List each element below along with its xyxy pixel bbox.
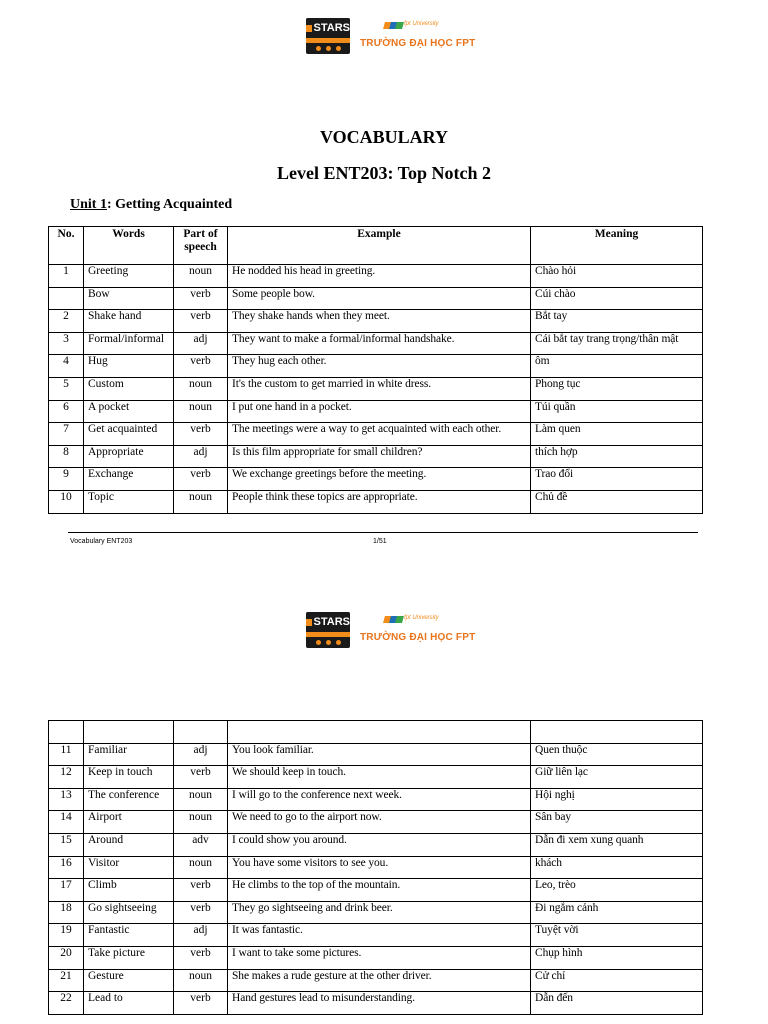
cell-part-of-speech: verb — [174, 879, 228, 902]
cell-word: Get acquainted — [84, 423, 174, 446]
table-row — [49, 355, 703, 378]
cell-meaning: Trao đổi — [531, 468, 703, 491]
cell-part-of-speech: adj — [174, 924, 228, 947]
cell-part-of-speech: verb — [174, 423, 228, 446]
cell-example: You have some visitors to see you. — [228, 856, 531, 879]
cell-example: He climbs to the top of the mountain. — [228, 879, 531, 902]
cell-word: Keep in touch — [84, 766, 174, 789]
vocabulary-table-page1 — [48, 226, 703, 514]
cell-meaning: Bắt tay — [531, 310, 703, 333]
cell-part-of-speech: verb — [174, 992, 228, 1015]
cell-meaning: ôm — [531, 355, 703, 378]
vocabulary-table-page2 — [48, 720, 703, 1015]
cell-word: Go sightseeing — [84, 901, 174, 924]
cell-example: Hand gestures lead to misunderstanding. — [228, 992, 531, 1015]
cell-example: They hug each other. — [228, 355, 531, 378]
school-name: TRƯỜNG ĐẠI HỌC FPT — [360, 632, 476, 643]
cell-word: Custom — [84, 377, 174, 400]
cell-part-of-speech: verb — [174, 766, 228, 789]
cell-part-of-speech — [174, 721, 228, 744]
cell-word: Bow — [84, 287, 174, 310]
table-row — [49, 901, 703, 924]
cell-no: 17 — [49, 879, 84, 902]
table-row — [49, 490, 703, 513]
table-row — [49, 468, 703, 491]
header-part-of-speech: Part of speech — [174, 227, 228, 265]
cell-word: Climb — [84, 879, 174, 902]
cell-example: Is this film appropriate for small children? — [228, 445, 531, 468]
cell-part-of-speech: noun — [174, 265, 228, 288]
cell-part-of-speech: noun — [174, 969, 228, 992]
table-row — [49, 833, 703, 856]
cell-example: I want to take some pictures. — [228, 946, 531, 969]
table-row — [49, 856, 703, 879]
cell-part-of-speech: noun — [174, 400, 228, 423]
table-row — [49, 924, 703, 947]
cell-no: 20 — [49, 946, 84, 969]
cell-word: Familiar — [84, 743, 174, 766]
unit-name: : Getting Acquainted — [106, 197, 233, 212]
cell-no: 21 — [49, 969, 84, 992]
cell-meaning: Cái bắt tay trang trọng/thân mật — [531, 332, 703, 355]
header-meaning: Meaning — [531, 227, 703, 265]
table-row — [49, 332, 703, 355]
cell-word: Gesture — [84, 969, 174, 992]
cell-part-of-speech: verb — [174, 468, 228, 491]
cell-no — [49, 287, 84, 310]
table-row — [49, 788, 703, 811]
cell-no: 7 — [49, 423, 84, 446]
cell-word: Hug — [84, 355, 174, 378]
cell-no: 5 — [49, 377, 84, 400]
cell-word: Appropriate — [84, 445, 174, 468]
cell-meaning: khách — [531, 856, 703, 879]
table-row — [49, 377, 703, 400]
footer-doc-name: Vocabulary ENT203 — [70, 538, 133, 545]
cell-no: 6 — [49, 400, 84, 423]
cell-no: 4 — [49, 355, 84, 378]
cell-no: 2 — [49, 310, 84, 333]
cell-word: Take picture — [84, 946, 174, 969]
cell-no: 1 — [49, 265, 84, 288]
footer-page-number: 1/51 — [373, 538, 387, 545]
cell-no: 11 — [49, 743, 84, 766]
cell-meaning: Giữ liên lạc — [531, 766, 703, 789]
cell-part-of-speech: noun — [174, 788, 228, 811]
school-name: TRƯỜNG ĐẠI HỌC FPT — [360, 38, 476, 49]
document-title: VOCABULARY — [319, 127, 448, 147]
cell-example — [228, 721, 531, 744]
cell-word: Fantastic — [84, 924, 174, 947]
cell-part-of-speech: verb — [174, 901, 228, 924]
cell-meaning: Chào hỏi — [531, 265, 703, 288]
cell-part-of-speech: noun — [174, 377, 228, 400]
table-row — [49, 445, 703, 468]
cell-meaning: thích hợp — [531, 445, 703, 468]
table-row — [49, 766, 703, 789]
cell-word: A pocket — [84, 400, 174, 423]
cell-no: 13 — [49, 788, 84, 811]
cell-no: 10 — [49, 490, 84, 513]
cell-part-of-speech: noun — [174, 856, 228, 879]
header-no: No. — [49, 227, 84, 265]
cell-example: You look familiar. — [228, 743, 531, 766]
cell-part-of-speech: adv — [174, 833, 228, 856]
table-row — [49, 423, 703, 446]
table-row — [49, 743, 703, 766]
cell-example: It was fantastic. — [228, 924, 531, 947]
cell-no: 12 — [49, 766, 84, 789]
cell-meaning: Cử chỉ — [531, 969, 703, 992]
cell-word — [84, 721, 174, 744]
table-row — [49, 721, 703, 744]
cell-meaning: Dẫn đến — [531, 992, 703, 1015]
cell-example: We should keep in touch. — [228, 766, 531, 789]
cell-word: Visitor — [84, 856, 174, 879]
cell-part-of-speech: adj — [174, 743, 228, 766]
cell-example: We need to go to the airport now. — [228, 811, 531, 834]
cell-no: 9 — [49, 468, 84, 491]
cell-example: He nodded his head in greeting. — [228, 265, 531, 288]
cell-word: Around — [84, 833, 174, 856]
table-row — [49, 811, 703, 834]
cell-no: 3 — [49, 332, 84, 355]
table-row — [49, 287, 703, 310]
cell-meaning: Tuyệt vời — [531, 924, 703, 947]
cell-meaning: Cúi chào — [531, 287, 703, 310]
table-row — [49, 879, 703, 902]
table-header-row — [49, 227, 703, 265]
cell-part-of-speech: noun — [174, 811, 228, 834]
cell-meaning: Đi ngắm cảnh — [531, 901, 703, 924]
cell-meaning: Túi quần — [531, 400, 703, 423]
table-row — [49, 400, 703, 423]
cell-example: I put one hand in a pocket. — [228, 400, 531, 423]
table-row — [49, 946, 703, 969]
cell-example: They go sightseeing and drink beer. — [228, 901, 531, 924]
header-words: Words — [84, 227, 174, 265]
cell-word: Lead to — [84, 992, 174, 1015]
cell-no — [49, 721, 84, 744]
table-row — [49, 265, 703, 288]
stars-logo-icon: STARS — [306, 612, 350, 648]
cell-word: Shake hand — [84, 310, 174, 333]
cell-part-of-speech: verb — [174, 946, 228, 969]
cell-word: Exchange — [84, 468, 174, 491]
cell-part-of-speech: verb — [174, 355, 228, 378]
cell-example: I could show you around. — [228, 833, 531, 856]
university-logo-page2 — [306, 612, 476, 648]
cell-part-of-speech: adj — [174, 332, 228, 355]
cell-example: Some people bow. — [228, 287, 531, 310]
cell-meaning: Chụp hình — [531, 946, 703, 969]
cell-no: 22 — [49, 992, 84, 1015]
cell-meaning: Dẫn đi xem xung quanh — [531, 833, 703, 856]
cell-meaning: Chủ đề — [531, 490, 703, 513]
cell-meaning: Phong tục — [531, 377, 703, 400]
university-logo — [306, 18, 476, 54]
cell-word: Greeting — [84, 265, 174, 288]
cell-meaning: Làm quen — [531, 423, 703, 446]
cell-no: 8 — [49, 445, 84, 468]
cell-word: The conference — [84, 788, 174, 811]
cell-word: Airport — [84, 811, 174, 834]
table-row — [49, 992, 703, 1015]
cell-meaning: Leo, trèo — [531, 879, 703, 902]
cell-word: Topic — [84, 490, 174, 513]
table-row — [49, 969, 703, 992]
cell-example: I will go to the conference next week. — [228, 788, 531, 811]
cell-part-of-speech: adj — [174, 445, 228, 468]
fpt-logo-icon — [384, 20, 402, 35]
cell-example: It's the custom to get married in white dress. — [228, 377, 531, 400]
unit-label: Unit 1 — [70, 197, 107, 212]
logo-tagline: fpt University — [404, 21, 439, 27]
document-subtitle: Level ENT203: Top Notch 2 — [276, 163, 492, 183]
cell-no: 15 — [49, 833, 84, 856]
cell-example: She makes a rude gesture at the other driver. — [228, 969, 531, 992]
cell-example: People think these topics are appropriate. — [228, 490, 531, 513]
cell-part-of-speech: verb — [174, 287, 228, 310]
cell-part-of-speech: verb — [174, 310, 228, 333]
header-example: Example — [228, 227, 531, 265]
cell-meaning: Sân bay — [531, 811, 703, 834]
page-footer — [68, 532, 698, 545]
cell-example: They shake hands when they meet. — [228, 310, 531, 333]
cell-no: 14 — [49, 811, 84, 834]
cell-part-of-speech: noun — [174, 490, 228, 513]
cell-example: They want to make a formal/informal handshake. — [228, 332, 531, 355]
fpt-logo-icon — [384, 614, 402, 629]
unit-heading — [70, 197, 232, 213]
cell-meaning — [531, 721, 703, 744]
table-row — [49, 310, 703, 333]
cell-meaning: Quen thuộc — [531, 743, 703, 766]
cell-example: The meetings were a way to get acquainted with each other. — [228, 423, 531, 446]
cell-no: 16 — [49, 856, 84, 879]
cell-no: 18 — [49, 901, 84, 924]
cell-no: 19 — [49, 924, 84, 947]
stars-logo-icon: STARS — [306, 18, 350, 54]
logo-tagline: fpt University — [404, 615, 439, 621]
cell-meaning: Hội nghị — [531, 788, 703, 811]
cell-word: Formal/informal — [84, 332, 174, 355]
cell-example: We exchange greetings before the meeting. — [228, 468, 531, 491]
